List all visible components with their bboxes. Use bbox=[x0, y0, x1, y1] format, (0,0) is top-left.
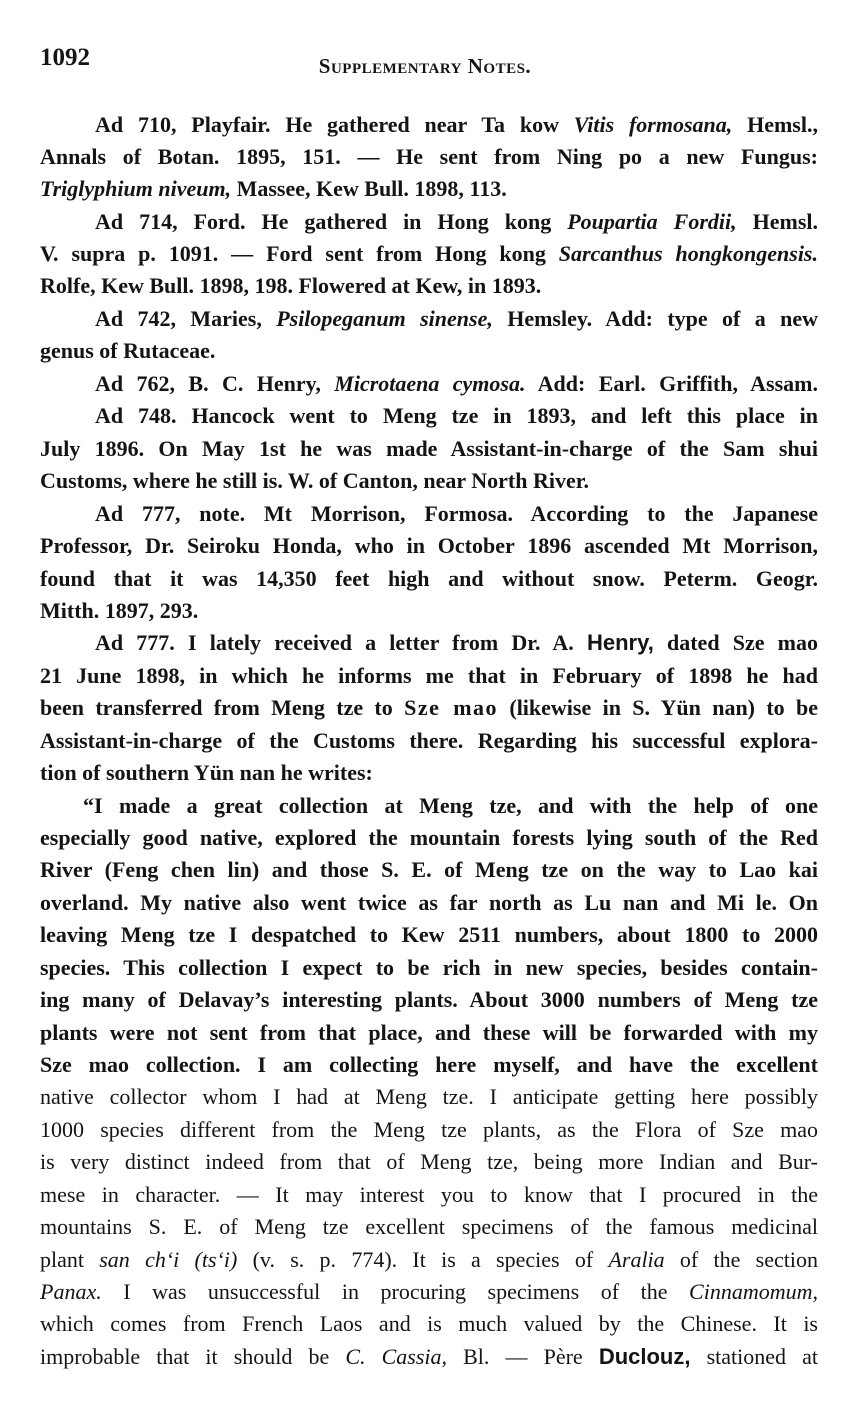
text-line: Ad 777. I lately received a letter from Dr. A. Henry, dated Sze mao bbox=[95, 630, 818, 655]
text-line: Ad 748. Hancock went to Meng tze in 1893, and left this place in bbox=[95, 403, 818, 428]
text-line: Mitth. 1897, 293. bbox=[40, 598, 199, 623]
text-line: Triglyphium niveum, Massee, Kew Bull. 1898, 113. bbox=[40, 176, 507, 201]
page-number: 1092 bbox=[40, 44, 90, 71]
text-line: plants were not sent from that place, and these will be forwarded with my bbox=[40, 1020, 818, 1045]
text-line: 1000 species different from the Meng tze plants, as the Flora of Sze mao bbox=[40, 1117, 818, 1142]
text-line: leaving Meng tze I despatched to Kew 2511 numbers, about 1800 to 2000 bbox=[40, 922, 818, 947]
text-line: Ad 762, B. C. Henry, Microtaena cymosa. Add: Earl. Griffith, Assam. bbox=[95, 371, 818, 396]
text-line: July 1896. On May 1st he was made Assistant-in-charge of the Sam shui bbox=[40, 436, 818, 461]
text-line: Panax. I was unsuccessful in procuring specimens of the Cinnamomum, bbox=[40, 1279, 818, 1304]
running-title: Supplementary Notes. bbox=[318, 54, 532, 78]
text-line: species. This collection I expect to be rich in new species, besides contain- bbox=[40, 955, 818, 980]
text-line: mese in character. — It may interest you to know that I procured in the bbox=[40, 1182, 818, 1207]
text-line: Rolfe, Kew Bull. 1898, 198. Flowered at Kew, in 1893. bbox=[40, 273, 542, 298]
text-line: Ad 742, Maries, Psilopeganum sinense, Hemsley. Add: type of a new bbox=[95, 306, 818, 331]
text-line: mountains S. E. of Meng tze excellent specimens of the famous medicinal bbox=[40, 1214, 818, 1239]
text-line: River (Feng chen lin) and those S. E. of Meng tze on the way to Lao kai bbox=[40, 857, 818, 882]
text-line: plant san ch‘i (ts‘i) (v. s. p. 774). It is a species of Aralia of the section bbox=[40, 1247, 818, 1272]
text-line: ing many of Delavay’s interesting plants. About 3000 numbers of Meng tze bbox=[40, 987, 818, 1012]
text-line: is very distinct indeed from that of Meng tze, being more Indian and Bur- bbox=[40, 1149, 818, 1174]
text-line: 21 June 1898, in which he informs me that in February of 1898 he had bbox=[40, 663, 818, 688]
text-line: especially good native, explored the mountain forests lying south of the Red bbox=[40, 825, 818, 850]
text-line: overland. My native also went twice as far north as Lu nan and Mi le. On bbox=[40, 890, 818, 915]
text-line: which comes from French Laos and is much valued by the Chinese. It is bbox=[40, 1311, 818, 1336]
text-line: tion of southern Yün nan he writes: bbox=[40, 760, 373, 785]
text-line: Customs, where he still is. W. of Canton, near North River. bbox=[40, 468, 590, 493]
text-line: native collector whom I had at Meng tze. I anticipate getting here possibly bbox=[40, 1084, 818, 1109]
text-line: been transferred from Meng tze to Sze mao (likewise in S. Yün nan) to be bbox=[40, 695, 819, 720]
text-line: Ad 714, Ford. He gathered in Hong kong Poupartia Fordii, Hemsl. bbox=[95, 209, 818, 234]
text-line: improbable that it should be C. Cassia, Bl. — Père Duclouz, stationed at bbox=[40, 1344, 818, 1369]
text-line: Sze mao collection. I am collecting here myself, and have the excellent bbox=[40, 1052, 818, 1077]
text-line: genus of Rutaceae. bbox=[40, 338, 216, 363]
text-line: Annals of Botan. 1895, 151. — He sent from Ning po a new Fungus: bbox=[40, 144, 818, 169]
text-line: Assistant-in-charge of the Customs there. Regarding his successful explora- bbox=[40, 728, 818, 753]
text-line: Professor, Dr. Seiroku Honda, who in October 1896 ascended Mt Morrison, bbox=[40, 533, 818, 558]
text-line: V. supra p. 1091. — Ford sent from Hong kong Sarcanthus hongkongensis. bbox=[40, 241, 818, 266]
text-line: Ad 710, Playfair. He gathered near Ta kow Vitis formosana, Hemsl., bbox=[95, 112, 818, 137]
text-line: “I made a great collection at Meng tze, and with the help of one bbox=[83, 793, 818, 818]
text-line: found that it was 14,350 feet high and without snow. Peterm. Geogr. bbox=[40, 566, 818, 591]
text-line: Ad 777, note. Mt Morrison, Formosa. According to the Japanese bbox=[95, 501, 818, 526]
